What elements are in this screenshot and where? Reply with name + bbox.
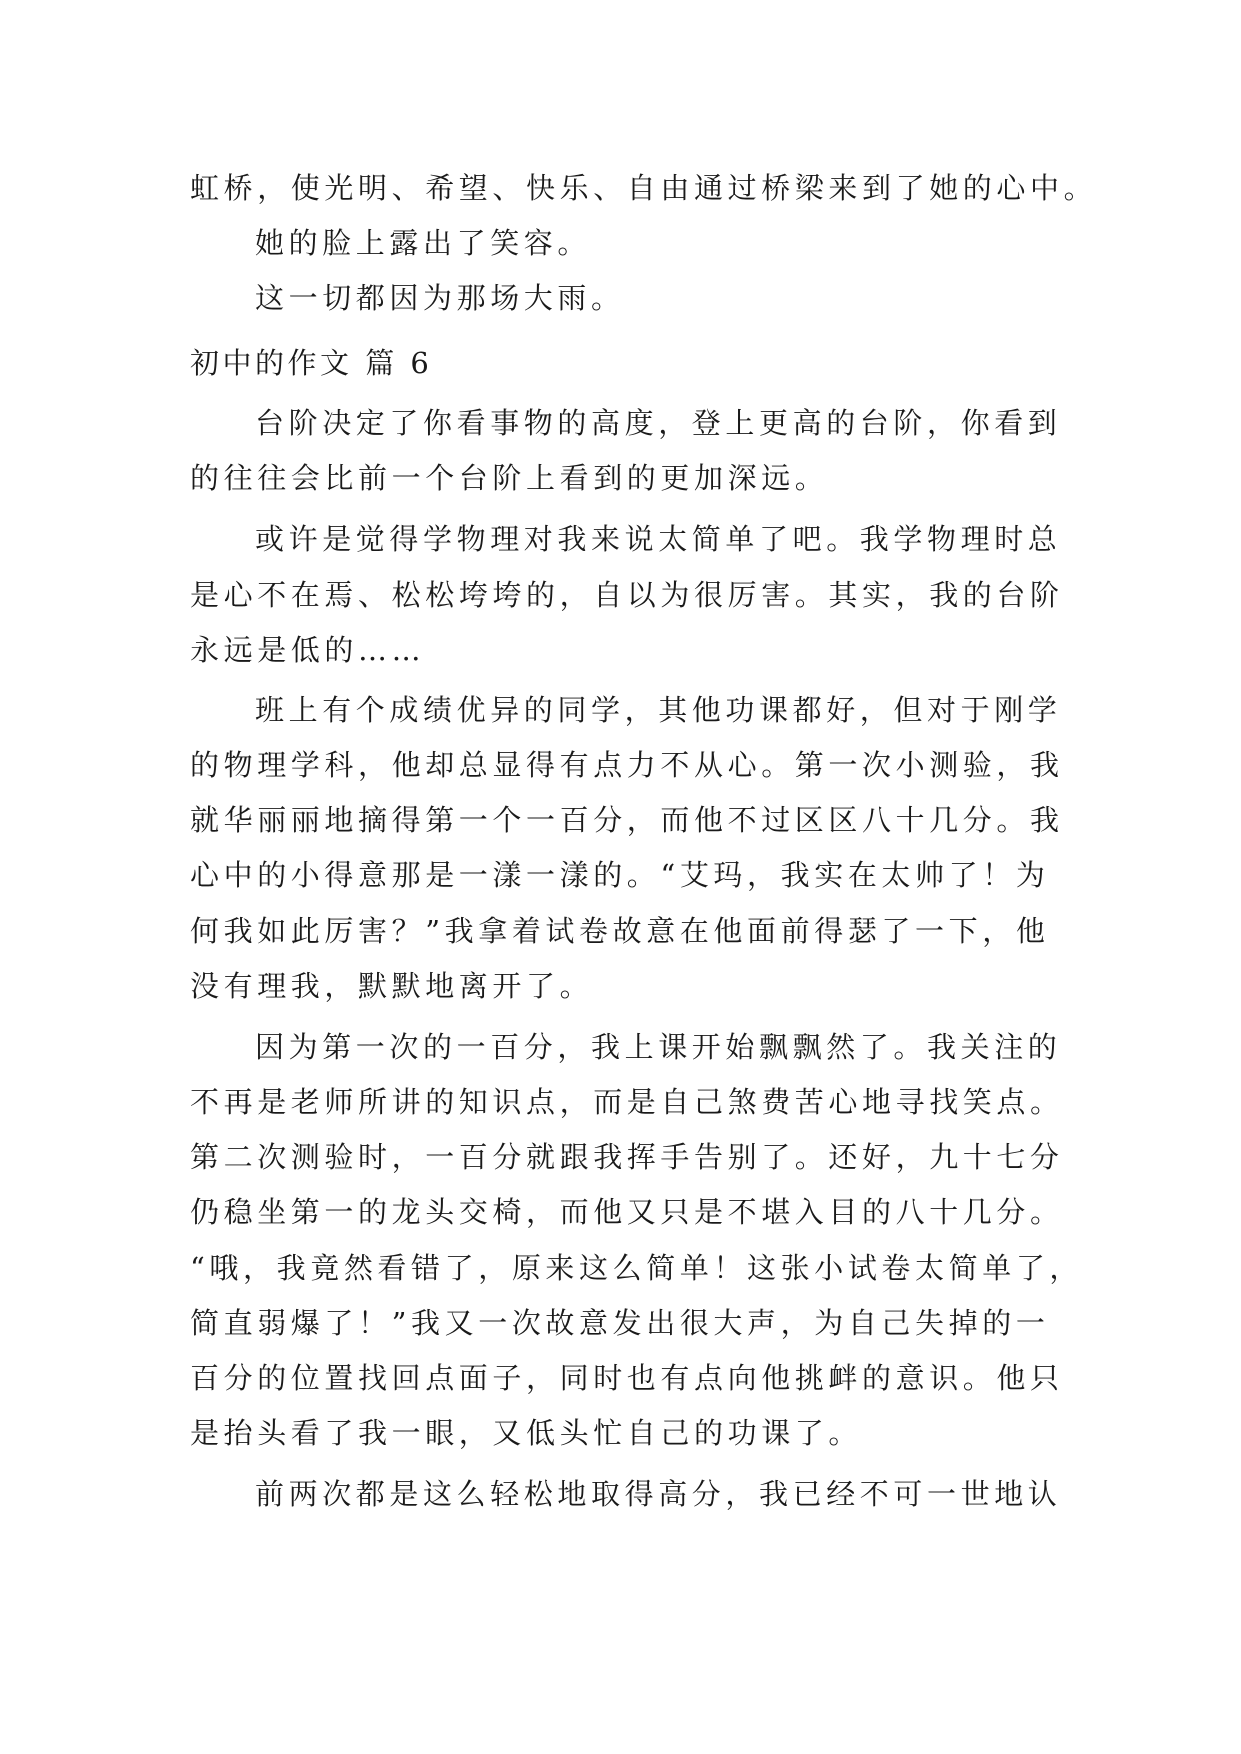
text-line: 是心不在焉、松松垮垮的，自以为很厉害。其实，我的台阶 xyxy=(190,578,1064,612)
text-line: 前两次都是这么轻松地取得高分，我已经不可一世地认 xyxy=(255,1477,1062,1511)
text-line: 何我如此厉害？”我拿着试卷故意在他面前得瑟了一下，他 xyxy=(190,914,1050,948)
text-line: 因为第一次的一百分，我上课开始飘飘然了。我关注的 xyxy=(255,1030,1062,1064)
text-line: 虹桥，使光明、希望、快乐、自由通过桥梁来到了她的心中。 xyxy=(190,171,1098,205)
text-line: 没有理我，默默地离开了。 xyxy=(190,969,594,1003)
text-line: “哦，我竟然看错了，原来这么简单！这张小试卷太简单了， xyxy=(190,1251,1084,1285)
text-line: 简直弱爆了！”我又一次故意发出很大声，为自己失掉的一 xyxy=(190,1306,1050,1340)
text-line: 班上有个成绩优异的同学，其他功课都好，但对于刚学 xyxy=(255,693,1062,727)
text-line: 不再是老师所讲的知识点，而是自己煞费苦心地寻找笑点。 xyxy=(190,1085,1064,1119)
text-line: 心中的小得意那是一漾一漾的。“艾玛，我实在太帅了！为 xyxy=(190,858,1050,892)
text-line: 台阶决定了你看事物的高度，登上更高的台阶，你看到 xyxy=(255,406,1062,440)
text-line: 就华丽丽地摘得第一个一百分，而他不过区区八十几分。我 xyxy=(190,803,1064,837)
text-line: 第二次测验时，一百分就跟我挥手告别了。还好，九十七分 xyxy=(190,1140,1064,1174)
text-line: 的物理学科，他却总显得有点力不从心。第一次小测验，我 xyxy=(190,748,1064,782)
text-line: 这一切都因为那场大雨。 xyxy=(255,281,625,315)
text-line: 或许是觉得学物理对我来说太简单了吧。我学物理时总 xyxy=(255,522,1062,556)
text-line: 永远是低的…… xyxy=(190,633,426,667)
section-heading: 初中的作文 篇 6 xyxy=(190,346,433,380)
text-line: 仍稳坐第一的龙头交椅，而他又只是不堪入目的八十几分。 xyxy=(190,1195,1064,1229)
text-line: 是抬头看了我一眼，又低头忙自己的功课了。 xyxy=(190,1416,863,1450)
text-line: 她的脸上露出了笑容。 xyxy=(255,226,592,260)
text-line: 百分的位置找回点面子，同时也有点向他挑衅的意识。他只 xyxy=(190,1361,1064,1395)
text-line: 的往往会比前一个台阶上看到的更加深远。 xyxy=(190,461,829,495)
